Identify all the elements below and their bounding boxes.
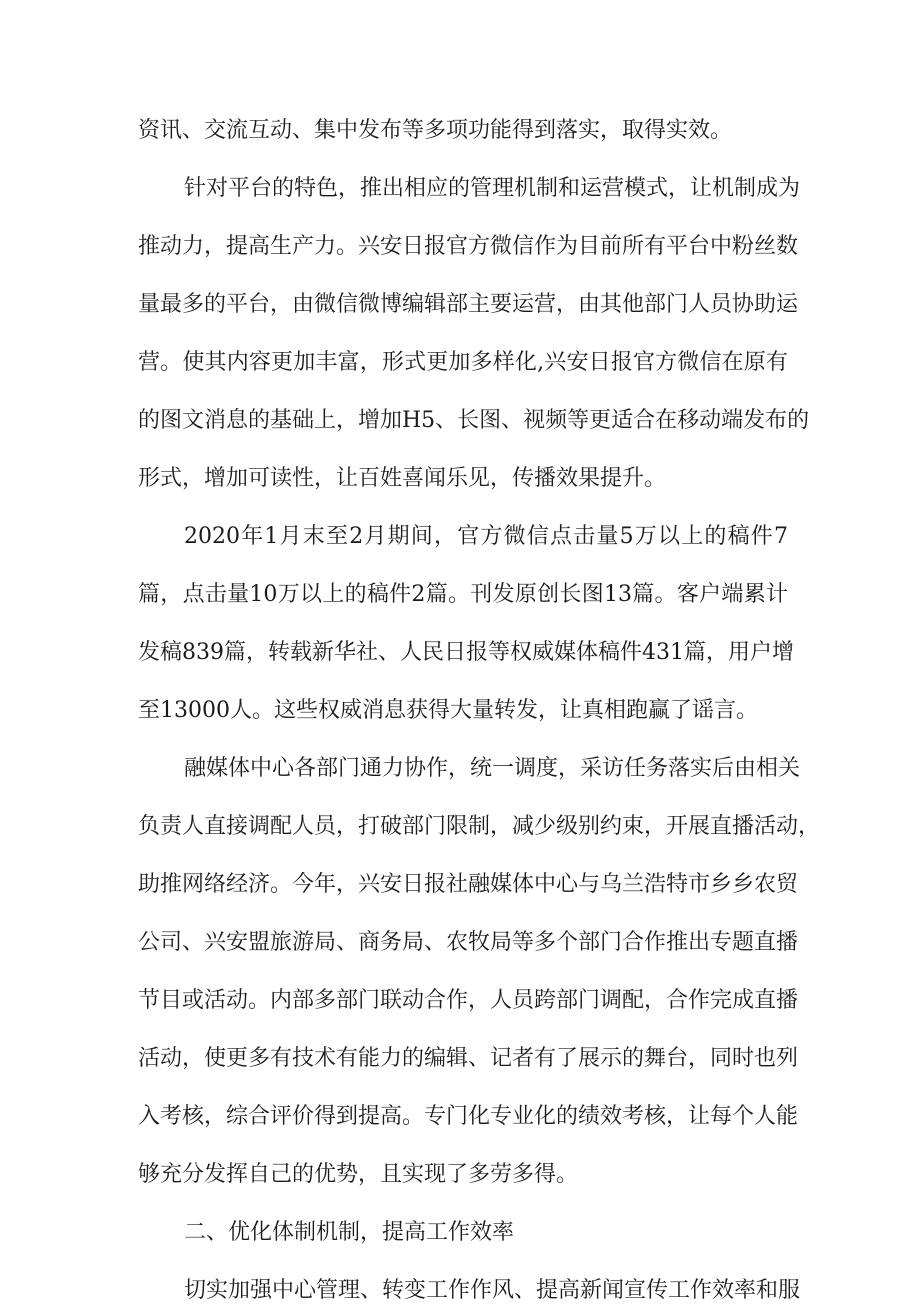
text-line: 发稿839篇，转载新华社、人民日报等权威媒体稿件431篇，用户增: [138, 640, 794, 665]
text-line: 篇，点击量10万以上的稿件2篇。刊发原创长图13篇。客户端累计: [138, 582, 788, 607]
paragraph-first-line: 切实加强中心管理、转变工作作风、提高新闻宣传工作效率和服: [184, 1278, 801, 1303]
text-line: 推动力，提高生产力。兴安日报官方微信作为目前所有平台中粉丝数: [138, 234, 799, 259]
paragraph-first-line: 针对平台的特色，推出相应的管理机制和运营模式，让机制成为: [184, 176, 801, 201]
text-line: 入考核，综合评价得到提高。专门化专业化的绩效考核，让每个人能: [138, 1104, 799, 1129]
text-line: 至13000人。这些权威消息获得大量转发，让真相跑赢了谣言。: [138, 698, 758, 723]
text-line: 公司、兴安盟旅游局、商务局、农牧局等多个部门合作推出专题直播: [138, 930, 799, 955]
paragraph-first-line: 2020年1月末至2月期间，官方微信点击量5万以上的稿件7: [184, 524, 788, 549]
paragraph-first-line: 融媒体中心各部门通力协作，统一调度，采访任务落实后由相关: [184, 756, 801, 781]
text-line: 负责人直接调配人员，打破部门限制，减少级别约束，开展直播活动，: [138, 814, 821, 839]
text-line: 活动，使更多有技术有能力的编辑、记者有了展示的舞台，同时也列: [138, 1046, 799, 1071]
text-line: 的图文消息的基础上，增加H5、长图、视频等更适合在移动端发布的: [138, 408, 810, 433]
text-line: 助推网络经济。今年，兴安日报社融媒体中心与乌兰浩特市乡乡农贸: [138, 872, 799, 897]
text-line: 资讯、交流互动、集中发布等多项功能得到落实，取得实效。: [138, 118, 733, 143]
section-heading: 二、优化体制机制，提高工作效率: [184, 1220, 515, 1245]
text-line: 够充分发挥自己的优势，且实现了多劳多得。: [138, 1162, 579, 1187]
text-line: 量最多的平台，由微信微博编辑部主要运营，由其他部门人员协助运: [138, 292, 799, 317]
text-line: 形式，增加可读性，让百姓喜闻乐见，传播效果提升。: [138, 466, 667, 491]
text-line: 节目或活动。内部多部门联动合作，人员跨部门调配，合作完成直播: [138, 988, 799, 1013]
text-line: 营。使其内容更加丰富，形式更加多样化,兴安日报官方微信在原有: [138, 350, 788, 375]
